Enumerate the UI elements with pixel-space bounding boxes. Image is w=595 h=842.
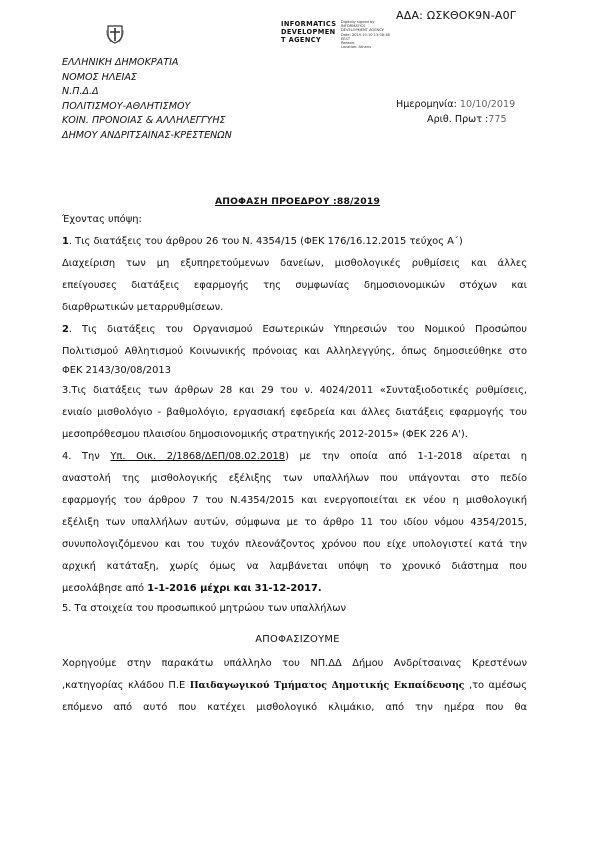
issuing-organization (62, 56, 232, 144)
stamp-line: T AGENCY (281, 36, 322, 45)
org-line: ΔΗΜΟΥ ΑΝΔΡΙΤΣΑΙΝΑΣ-ΚΡΕΣΤΕΝΩΝ (62, 129, 232, 141)
decide-heading: ΑΠΟΦΑΣΙΖΟΥΜΕ (255, 634, 340, 645)
considering-heading: Έχοντας υπόψη: (62, 214, 142, 225)
department-name: Παιδαγωγικού Τμήματος Δημοτικής Εκπαίδευσης (189, 680, 465, 691)
item-1-line: επείγουσες διατάξεις εφαρμογής της συμφωνίας δημοσιονομικών στόχων και (62, 280, 527, 291)
date-value: 10/10/2019 (459, 99, 516, 110)
item-3-line: 3.Τις διατάξεις των άρθρων 28 και 29 του ν. 4024/2011 «Συνταξιοδοτικές ρυθμίσεις, (62, 385, 527, 396)
stamp-detail: Reason: (341, 41, 356, 46)
org-line: Ν.Π.Δ.Δ (62, 86, 99, 98)
stamp-detail: EEST (341, 36, 351, 41)
circular-reference: Υπ. Οικ. 2/1868/ΔΕΠ/08.02.2018 (110, 451, 286, 462)
protocol-label: Αριθ. Πρωτ : (427, 113, 489, 125)
item-3-line: ενιαίο μισθολόγιο - βαθμολόγιο, εργασιακή εφεδρεία και άλλες διατάξεις εφαρμογής του (62, 407, 527, 418)
item-text: μεσολάβησε από (62, 583, 148, 594)
decision-line (62, 680, 527, 694)
protocol-row (396, 113, 515, 128)
item-5-line: 5. Τα στοιχεία του προσωπικού μητρώου των υπαλλήλων (62, 603, 347, 614)
item-1-line (62, 236, 463, 250)
org-line: ΚΟΙΝ. ΠΡΟΝΟΙΑΣ & ΑΛΛΗΛΕΓΓΥΗΣ (62, 115, 226, 127)
item-1-line: διαρθρωτικών μεταρρυθμίσεων. (62, 302, 224, 313)
item-4-line (62, 583, 322, 597)
stamp-detail: Location: Athens (341, 45, 371, 50)
item-number: 2 (62, 324, 69, 335)
stamp-line: DEVELOPMEN (281, 28, 336, 37)
item-4-line: εξέλιξη των υπαλλήλων αυτών, σύμφωνα με το άρθρο 11 του ιδίου νόμου 4354/2015, (62, 517, 527, 528)
item-2-line: ΦΕΚ 2143/30/08/2013 (62, 365, 172, 376)
stamp-detail: Digitally signed by (341, 20, 375, 24)
item-4-line: αναστολή της μισθολογικής εξέλιξης των υπαλλήλων που υπάγονται στο πεδίο (62, 473, 527, 484)
date-row (396, 98, 515, 113)
item-number: 1 (62, 236, 69, 247)
stamp-detail: INFORMATICS (341, 24, 366, 29)
item-1-line: Διαχείριση των μη εξυπηρετούμενων δανείων, μισθολογικές ρυθμίσεις και άλλες (62, 258, 527, 269)
org-line: ΕΛΛΗΝΙΚΗ ΔΗΜΟΚΡΑΤΙΑ (62, 57, 179, 68)
item-4-line: αρχική κατάταξη, χωρίς όμως να λαμβάνεται υπόψη το χρονικό διάστημα που (62, 561, 527, 572)
item-text: . Τις διατάξεις του άρθρου 26 του Ν. 4354/15 (ΦΕΚ 176/16.12.2015 τεύχος Α΄) (68, 236, 463, 247)
item-2-line (62, 324, 527, 338)
item-2-line: Πολιτισμού Αθλητισμού Κοινωνικής πρόνοιας και Αλληλεγγύης, όπως δημοσιεύθηκε στο (62, 346, 527, 357)
org-line: ΝΟΜΟΣ ΗΛΕΙΑΣ (62, 71, 137, 83)
date-label: Ημερομηνία: (396, 99, 457, 110)
org-line: ΠΟΛΙΤΙΣΜΟΥ-ΑΘΛΗΤΙΣΜΟΥ (62, 100, 191, 112)
item-text: . Τις διατάξεις του Οργανισμού Εσωτερικών Υπηρεσιών του Νομικού Προσώπου (68, 324, 527, 335)
item-4-line: εφαρμογής του άρθρου 7 του Ν.4354/2015 και ενεργοποιείται εκ νέου η μισθολογική (62, 495, 527, 506)
greek-coat-of-arms-icon (106, 24, 124, 44)
item-text: 4. Την (62, 451, 111, 462)
decision-line: επόμενο από αυτό που κατέχει μισθολογικό κλιμάκιο, από την ημέρα που θα (62, 702, 527, 713)
decision-title: ΑΠΟΦΑΣΗ ΠΡΟΕΔΡΟΥ :88/2019 (214, 196, 381, 207)
item-text: ) με την οποία από 1-1-2018 αίρεται η (285, 451, 527, 462)
stamp-detail: DEVELOPMENT AGENCY (341, 28, 384, 33)
decision-text: ,το αμέσως (464, 680, 527, 691)
stamp-line: INFORMATICS (281, 20, 337, 28)
decision-line: Χορηγούμε στην παρακάτω υπάλληλο του ΝΠ.ΔΔ Δήμου Ανδρίτσαινας Κρεστένων (62, 658, 527, 669)
document-meta (396, 98, 515, 127)
item-4-line (62, 451, 527, 465)
protocol-value: 775 (488, 113, 507, 125)
stamp-detail: Date: 2019.10.10 13:08:38 (341, 32, 390, 37)
ada-code: ΑΔΑ: ΩΣΚΘΟΚ9Ν-Α0Γ (396, 9, 517, 22)
signature-stamp-logo (281, 20, 336, 45)
decision-text: ,κατηγορίας κλάδου Π.Ε (62, 680, 190, 691)
item-3-line: μεσοπρόθεσμου πλαισίου δημοσιονομικής στρατηγικής 2012-2015» (ΦΕΚ 226 Α'). (62, 429, 468, 440)
signature-stamp-details (341, 20, 390, 49)
period-dates: 1-1-2016 μέχρι και 31-12-2017. (147, 583, 322, 594)
item-4-line: συνυπολογιζόμενου και του τυχόν πλεονάζοντος χρόνου που είχε υπολογιστεί κατά την (62, 539, 527, 550)
